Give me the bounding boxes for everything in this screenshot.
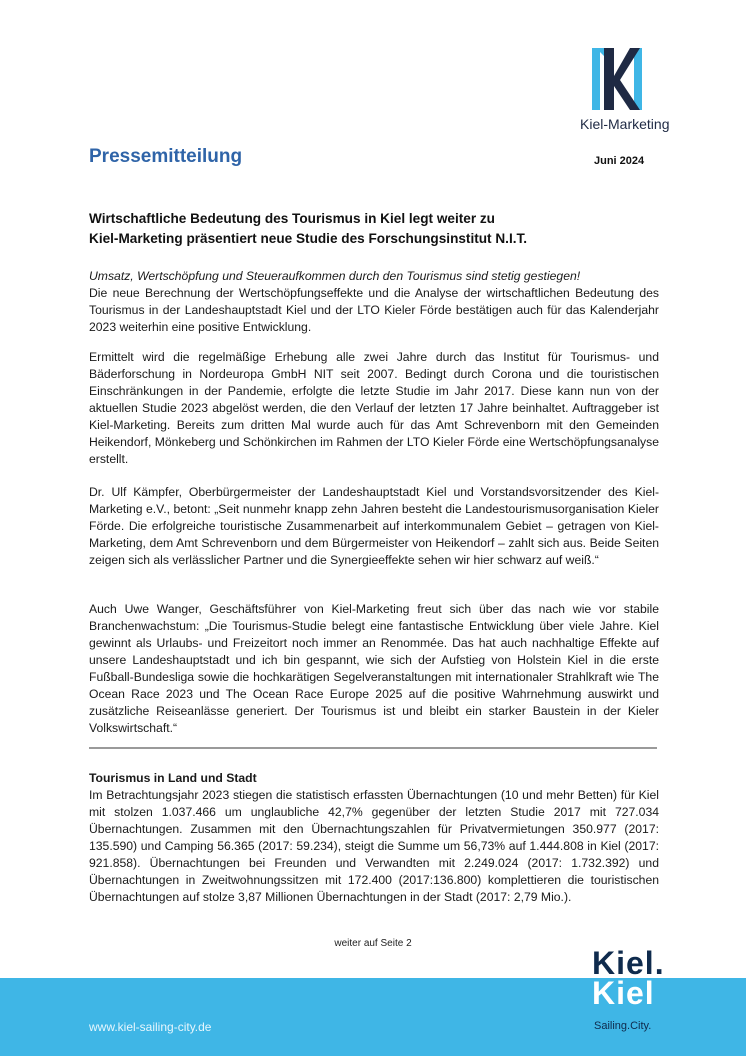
paragraph-1: Die neue Berechnung der Wertschöpfungseffekte und die Analyse der wirtschaftlichen Bedeutung des Tourismus in der Landeshauptstadt Kiel und der LTO Kieler Förde bestätigen auch für das Kalenderjahr 2023 weiterhin eine positive Entwicklung.	[89, 286, 659, 334]
k-monogram-icon	[590, 46, 652, 112]
section-heading: Tourismus in Land und Stadt	[89, 771, 257, 785]
tourism-section	[89, 770, 659, 906]
footer-url-link[interactable]: www.kiel-sailing-city.de	[89, 1020, 212, 1034]
kiel-wordmark-mirror: Kiel	[592, 975, 655, 1011]
intro-paragraph	[89, 268, 659, 336]
lead-text: Umsatz, Wertschöpfung und Steueraufkommen durch den Tourismus sind stetig gestiegen!	[89, 269, 581, 283]
continued-note: weiter auf Seite 2	[334, 938, 412, 949]
kiel-marketing-logo	[580, 46, 680, 132]
title-line-2: Kiel-Marketing präsentiert neue Studie des Forschungsinstitut N.I.T.	[89, 231, 528, 246]
paragraph-4: Auch Uwe Wanger, Geschäftsführer von Kiel-Marketing freut sich über das nach wie vor stabile Branchenwachstum: „Die Tourismus-Studie belegt eine fantastische Entwicklung über viele Jahre. Kiel gewinnt als Urlaubs- und Freizeitort noch immer an Renommée. Das hat auch nachhaltige Effekte auf unsere Landeshauptstadt und ich bin gespannt, wie sich der Aufstieg von Holstein Kiel in die erste Fußball-Bundesliga sowie die hochkarätigen Segelveranstaltungen mit internationaler Strahlkraft wie The Ocean Race 2023 und The Ocean Race Europe 2025 auf die positive Wahrnehmung auswirkt und zusätzliche Reiseanlässe generiert. Der Tourismus ist und bleibt ein starker Baustein in der Kieler Volkswirtschaft.“	[89, 602, 659, 735]
page-title: Pressemitteilung	[89, 146, 243, 167]
brand-name: Kiel-Marketing	[580, 116, 670, 132]
kiel-wordmark: Kiel.	[592, 945, 665, 981]
paragraph-2: Ermittelt wird die regelmäßige Erhebung alle zwei Jahre durch das Institut für Tourismus- und Bäderforschung in Nordeuropa GmbH NIT seit 2007. Bedingt durch Corona und die touristischen Einschränkungen in der Pandemie, erfolgte die letzte Studie im Jahr 2017. Diese kann nun von der aktuellen Studie 2023 abgelöst werden, die den Verlauf der letzten 17 Jahre beinhaltet. Auftraggeber ist Kiel-Marketing. Bereits zum dritten Mal wurde auch für das Amt Schrevenborn mit den Gemeinden Heikendorf, Mönkeberg und Schönkirchen im Rahmen der LTO Kieler Förde eine Wertschöpfungsanalyse erstellt.	[89, 350, 659, 466]
divider	[89, 747, 657, 749]
title-line-1: Wirtschaftliche Bedeutung des Tourismus in Kiel legt weiter zu	[89, 211, 495, 226]
kiel-tagline: Sailing.City.	[594, 1020, 652, 1032]
section-text: Im Betrachtungsjahr 2023 stiegen die statistisch erfassten Übernachtungen (10 und mehr Betten) für Kiel mit stolzen 1.037.466 um unglaubliche 42,7% gegenüber der letzten Studie 2017 mit 727.034 Übernachtungen. Zusammen mit den Übernachtungszahlen für Privatvermietungen 350.977 (2017: 135.590) und Camping 56.365 (2017: 59.234), steigt die Summe um 56,73% auf 1.444.808 in Kiel (2017: 921.858). Übernachtungen bei Freunden und Verwandten mit 2.249.024 (2017: 1.732.392) und Übernachtungen in Zweitwohnungssitzen mit 172.400 (2017:136.800) komplettieren die touristischen Übernachtungen auf stolze 3,87 Millionen Übernachtungen in der Stadt (2017: 2,79 Mio.).	[89, 788, 659, 904]
kiel-sailing-city-logo	[590, 945, 680, 1045]
article-title	[89, 209, 669, 249]
release-date: Juni 2024	[594, 155, 645, 167]
paragraph-3: Dr. Ulf Kämpfer, Oberbürgermeister der Landeshauptstadt Kiel und Vorstandsvorsitzender des Kiel-Marketing e.V., betont: „Seit nunmehr knapp zehn Jahren besteht die Landestourismusorganisation Kieler Förde. Die erfolgreiche touristische Zusammenarbeit auf interkommunalem Gebiet – getragen von Kiel-Marketing, dem Amt Schrevenborn und dem Bürgermeister von Heikendorf – zahlt sich aus. Beide Seiten zeigen sich als verlässlicher Partner und die Synergieeffekte sehen wir hier schwarz auf weiß.“	[89, 485, 659, 567]
